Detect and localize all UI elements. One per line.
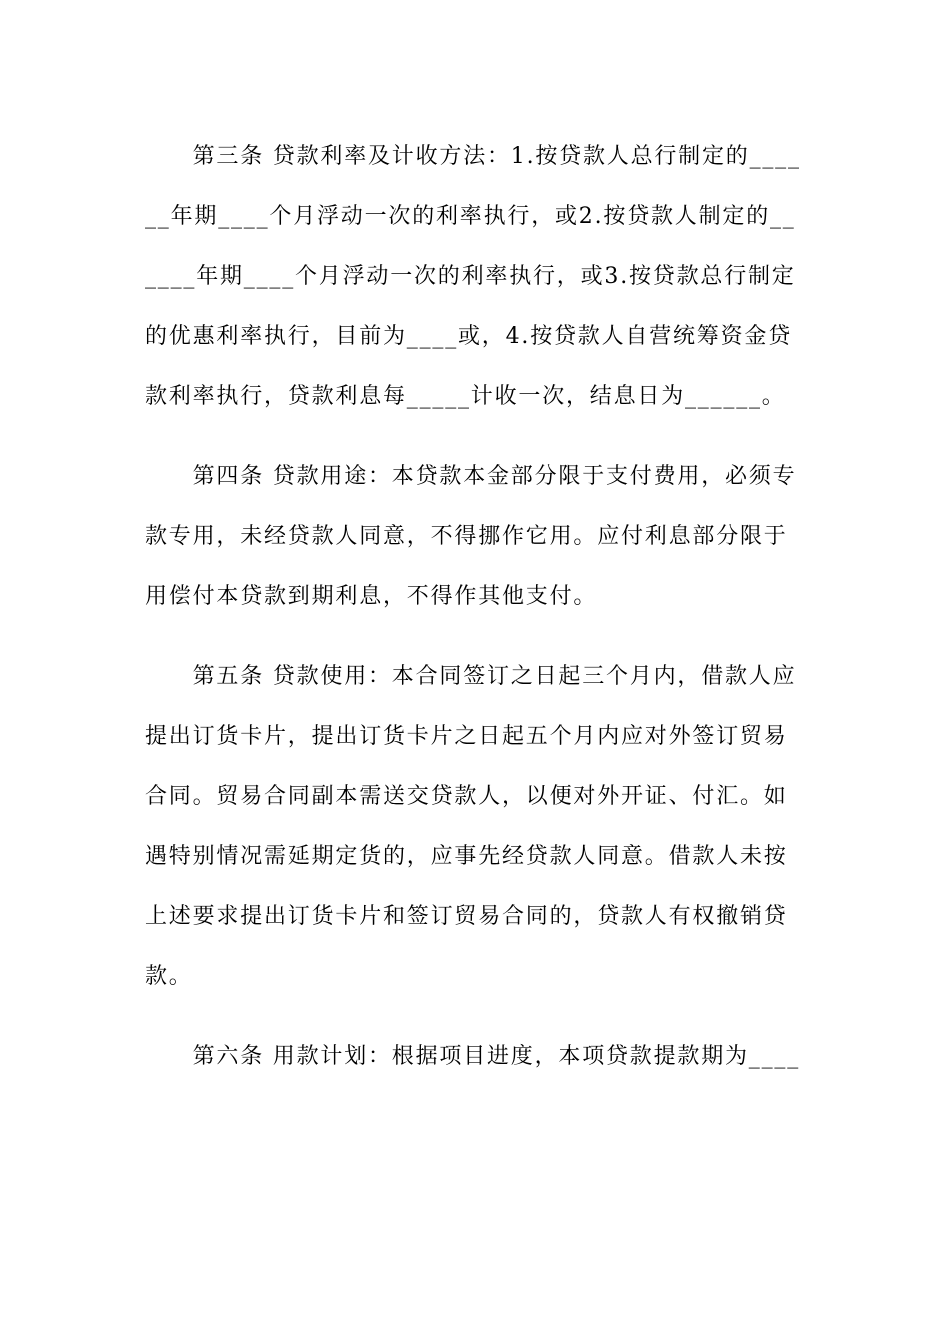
text-line: ____年期____个月浮动一次的利率执行，或3.按贷款总行制定 xyxy=(145,264,796,289)
text-line: 的优惠利率执行，目前为____或，4.按贷款人自营统筹资金贷 xyxy=(145,324,792,349)
paragraph-gap xyxy=(145,1007,807,1027)
document-body xyxy=(145,127,807,1087)
paragraph-gap xyxy=(145,627,807,647)
text-line: 遇特别情况需延期定货的，应事先经贷款人同意。借款人未按 xyxy=(145,844,788,869)
text-line: 合同。贸易合同副本需送交贷款人，以便对外开证、付汇。如 xyxy=(145,784,788,809)
text-line: 款。 xyxy=(145,964,193,989)
text-line: 提出订货卡片，提出订货卡片之日起五个月内应对外签订贸易 xyxy=(145,724,788,749)
article-4-paragraph xyxy=(145,447,807,627)
text-line: 款利率执行，贷款利息每_____计收一次，结息日为______。 xyxy=(145,384,786,409)
text-line: __年期____个月浮动一次的利率执行，或2.按贷款人制定的__ xyxy=(145,204,796,229)
article-3-paragraph xyxy=(145,127,807,427)
text-line: 第四条 贷款用途：本贷款本金部分限于支付费用，必须专 xyxy=(145,464,797,489)
text-line: 用偿付本贷款到期利息，不得作其他支付。 xyxy=(145,584,598,609)
paragraph-gap xyxy=(145,427,807,447)
text-line: 第六条 用款计划：根据项目进度，本项贷款提款期为____ xyxy=(145,1044,800,1069)
text-line: 上述要求提出订货卡片和签订贸易合同的，贷款人有权撤销贷 xyxy=(145,904,788,929)
article-5-paragraph xyxy=(145,647,807,1007)
text-line: 款专用，未经贷款人同意，不得挪作它用。应付利息部分限于 xyxy=(145,524,788,549)
text-line: 第五条 贷款使用：本合同签订之日起三个月内，借款人应 xyxy=(145,664,797,689)
article-6-paragraph xyxy=(145,1027,807,1087)
text-line: 第三条 贷款利率及计收方法：1.按贷款人总行制定的____ xyxy=(145,144,801,169)
